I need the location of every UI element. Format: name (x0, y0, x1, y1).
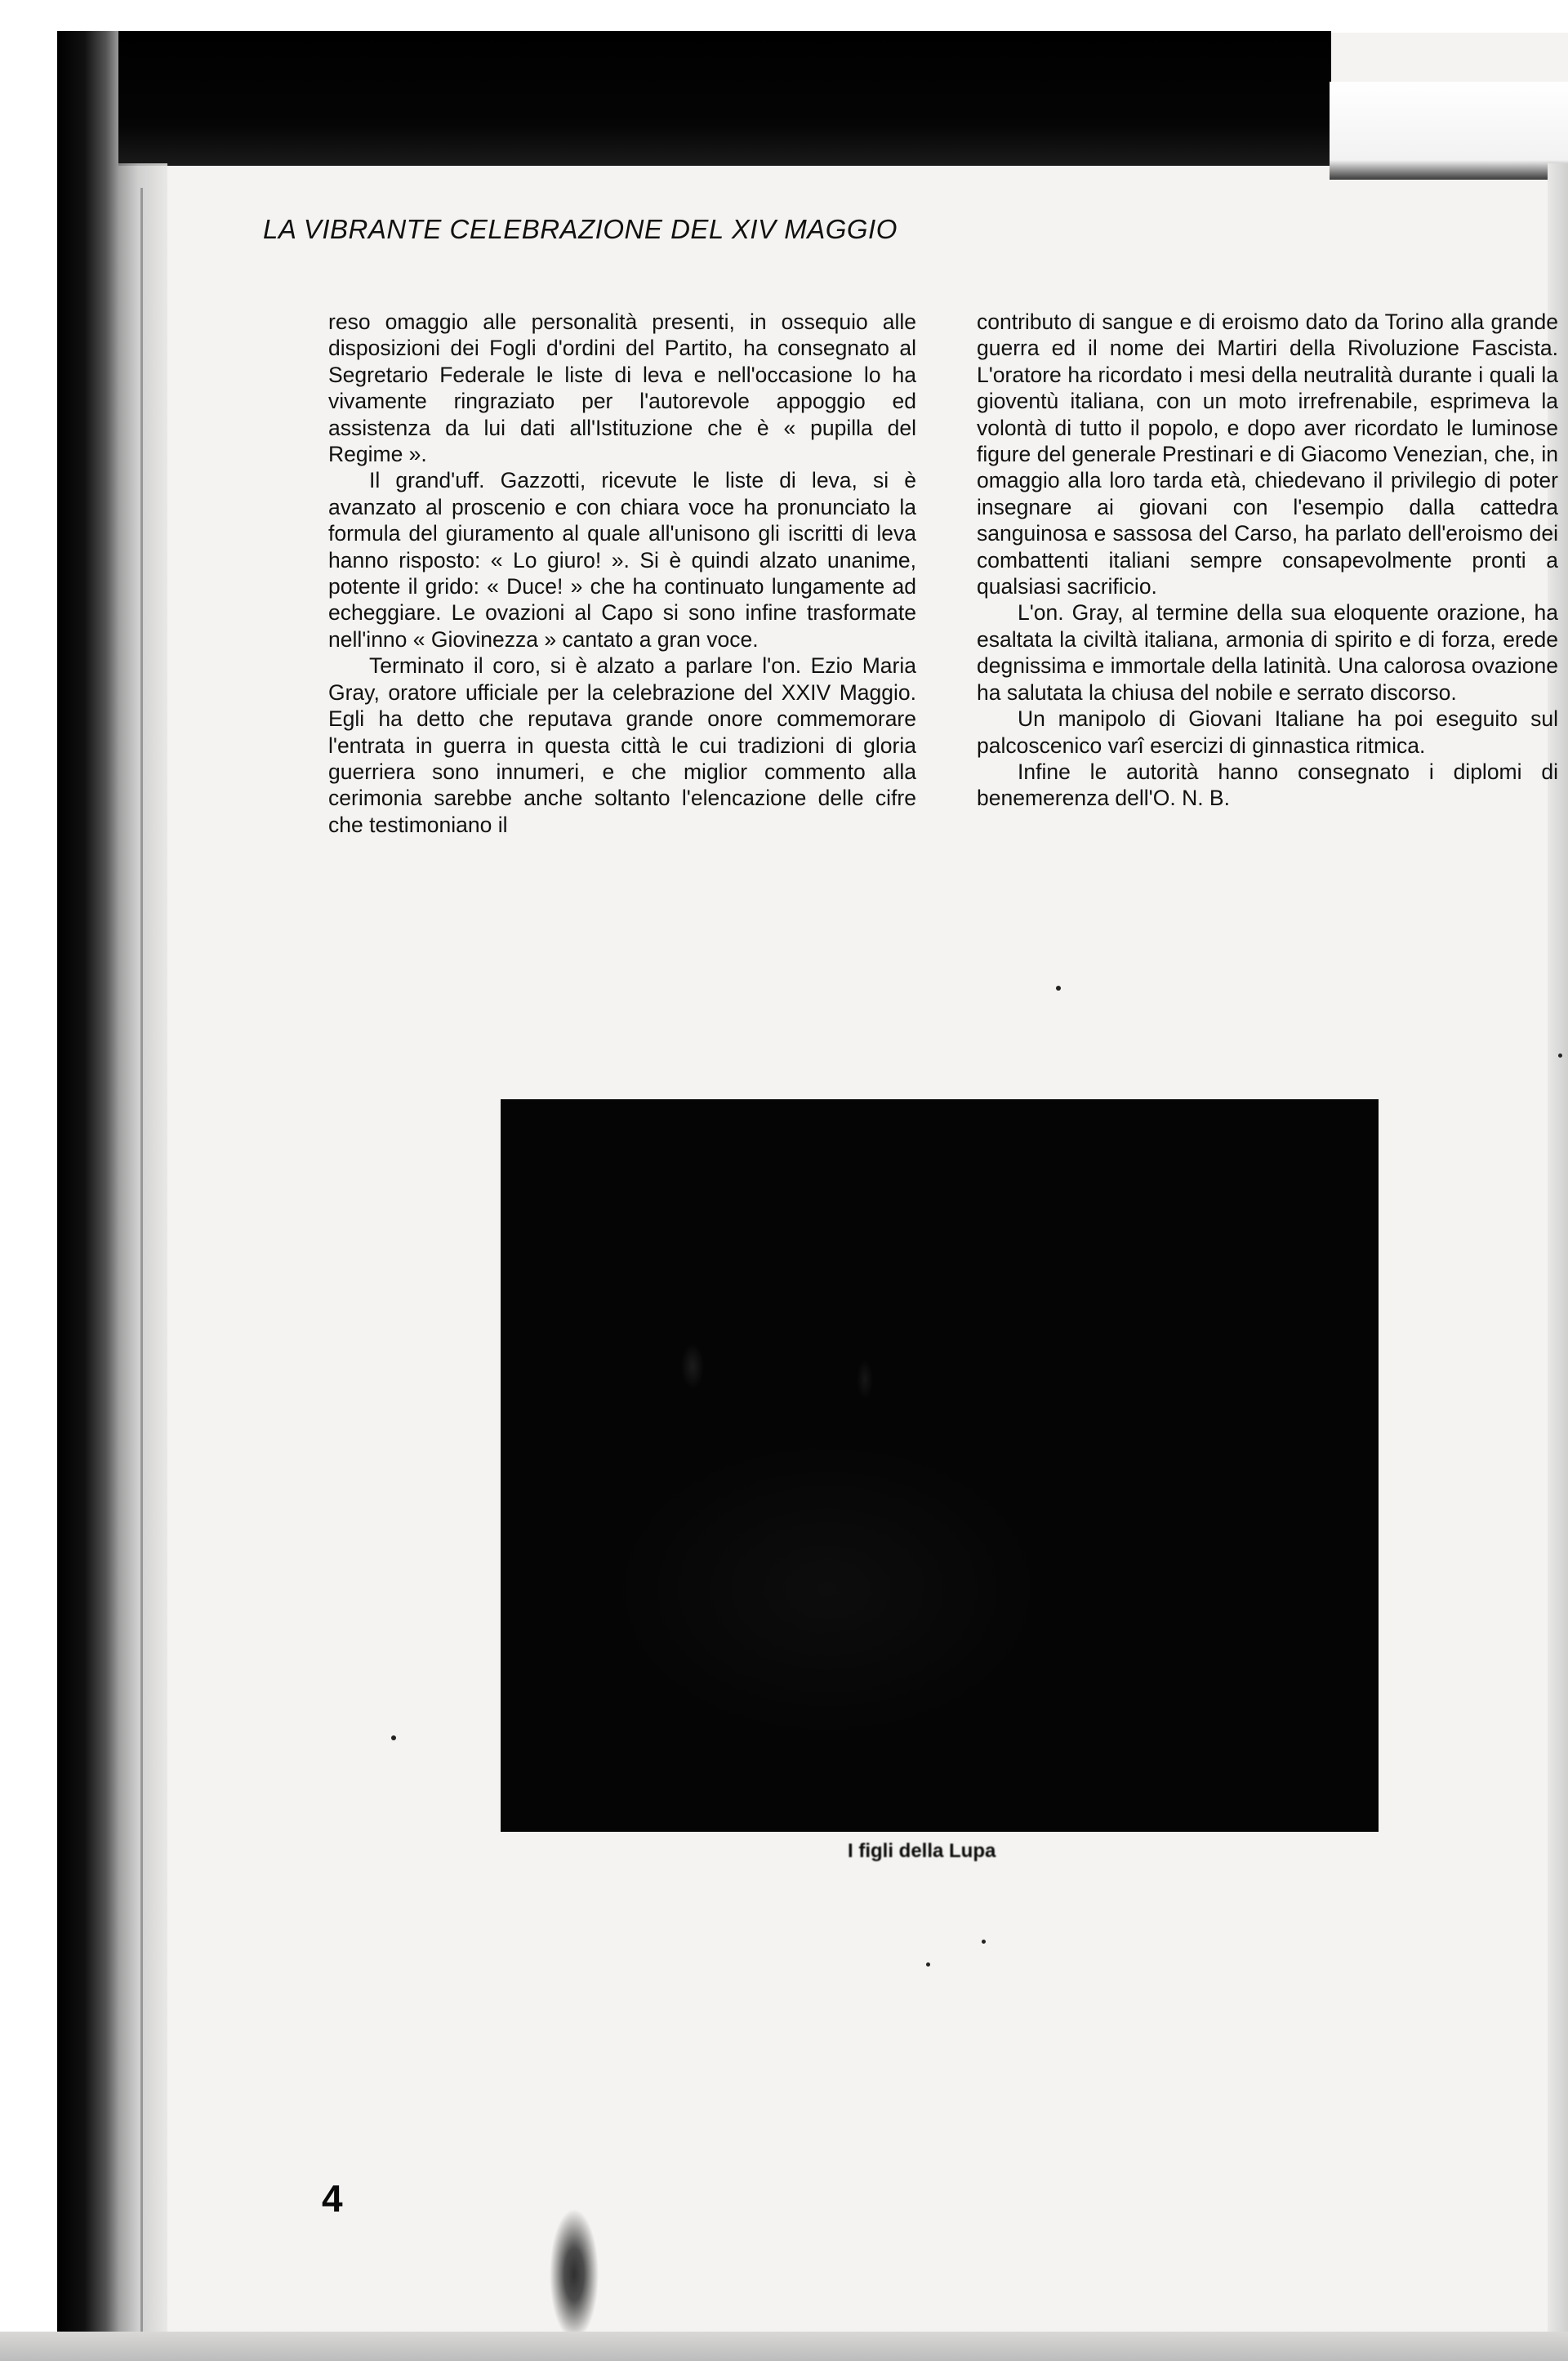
paragraph: L'on. Gray, al termine della sua eloquente orazione, ha esaltata la civiltà italiana, armonia di spirito e di forza, erede degnissima e immortale della latinità. Una calorosa ovazione ha salutata la chiusa del nobile e serrato discorso. (977, 600, 1558, 705)
text-column-right (977, 309, 1558, 812)
paragraph: contributo di sangue e di eroismo dato da Torino alla grande guerra ed il nome dei Martiri della Rivoluzione Fascista. L'oratore ha ricordato i mesi della neutralità durante i quali la gioventù italiana, con un moto irrefrenabile, esprimeva la volontà di tutto il popolo, e dopo aver ricordato le luminose figure del generale Prestinari e di Giacomo Venezian, che, in omaggio alla loro tarda età, chiedevano il privilegio di poter insegnare ai giovani con l'esempio dalla cattedra sanguinosa e sassosa del Carso, ha parlato dell'eroismo dei combattenti italiani sempre consapevolmente pronti a qualsiasi sacrificio. (977, 310, 1558, 599)
binding-gutter (118, 163, 167, 2361)
dust-speck (1558, 1054, 1562, 1058)
paragraph: Il grand'uff. Gazzotti, ricevute le liste di leva, si è avanzato al proscenio e con chiara voce ha pronunciato la formula del giuramento al quale all'unisono gli iscritti di leva hanno risposto: « Lo giuro! ». Si è quindi alzato unanime, potente il grido: « Duce! » che ha continuato lungamente ad echeggiare. Le ovazioni al Capo si sono infine trasformate nell'inno « Giovinezza » cantato a gran voce. (328, 468, 916, 652)
photo-caption: I figli della Lupa (848, 1840, 996, 1862)
scan-margin-left (0, 0, 57, 2361)
paragraph: reso omaggio alle personalità presenti, in ossequio alle disposizioni dei Fogli d'ordini del Partito, ha consegnato al Segretario Federale le liste di leva e nell'occasione lo ha vivamente ringraziato per l'autorevole appoggio ed assistenza da lui dati all'Istituzione che è « pupilla del Regime ». (328, 310, 916, 467)
photograph (501, 1099, 1379, 1832)
scan-margin-top (0, 0, 1568, 33)
paragraph: Terminato il coro, si è alzato a parlare l'on. Ezio Maria Gray, oratore ufficiale per la celebrazione del XXIV Maggio. Egli ha detto che reputava grande onore commemorare l'entrata in guerra in questa città le cui tradizioni di gloria guerriera sono innumeri, e che miglior commento alla cerimonia sarebbe anche soltanto l'elencazione delle cifre che testimoniano il (328, 653, 916, 837)
photograph-content (501, 1099, 1379, 1832)
scan-shadow-left (57, 31, 118, 2361)
scan-edge-bottom (0, 2332, 1568, 2361)
page-number: 4 (322, 2177, 343, 2220)
dust-speck (926, 1962, 930, 1967)
scan-shadow-top (57, 31, 1331, 166)
binding-gutter-line (140, 188, 143, 2344)
dust-speck (1056, 986, 1061, 991)
running-header: LA VIBRANTE CELEBRAZIONE DEL XIV MAGGIO (263, 214, 898, 244)
dust-speck (391, 1735, 396, 1740)
paragraph: Infine le autorità hanno consegnato i diplomi di benemerenza dell'O. N. B. (977, 759, 1558, 811)
scan-shadow-top-right (1330, 82, 1568, 180)
dust-speck (982, 1940, 986, 1944)
ink-smudge (546, 2197, 603, 2332)
text-column-left (328, 309, 916, 838)
paragraph: Un manipolo di Giovani Italiane ha poi eseguito sul palcoscenico varî esercizi di ginnastica ritmica. (977, 706, 1558, 758)
